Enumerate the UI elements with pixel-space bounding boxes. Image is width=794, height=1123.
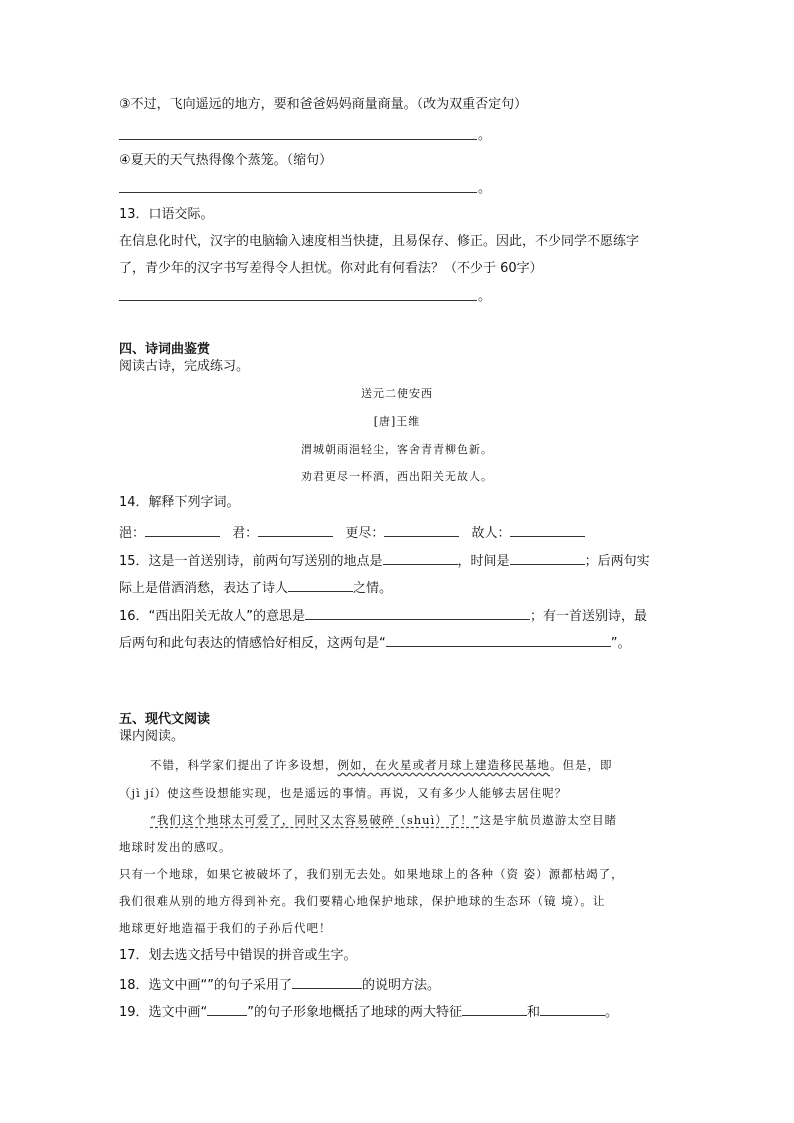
passage-line: （jì jí）使这些设想能实现，也是遥远的事情。再说，又有多少人能够去居住呢？	[119, 786, 568, 800]
end-mark: 。	[478, 128, 492, 143]
answer-line[interactable]	[119, 139, 477, 140]
poem-author: [唐]王维	[373, 415, 421, 428]
answer-line[interactable]	[119, 192, 477, 193]
end-mark: 。	[478, 289, 492, 304]
q14-word: 君：	[232, 526, 259, 541]
answer-blank[interactable]	[288, 577, 353, 592]
answer-blank[interactable]	[384, 522, 459, 537]
q15-line1	[119, 550, 650, 571]
q19-text: 19．选文中画“	[119, 1005, 208, 1020]
q14-word: 更尽：	[345, 526, 385, 541]
answer-line[interactable]	[119, 300, 477, 301]
q16-text: ；有一首送别诗，最	[530, 609, 648, 624]
q14-words	[119, 522, 585, 543]
q14-title: 14．解释下列字词。	[119, 495, 240, 510]
poem-line: 劝君更尽一杯酒，西出阳关无故人。	[301, 470, 493, 483]
passage-line: 地球更好地造福于我们的子孙后代吧！	[119, 921, 332, 935]
q16-line1	[119, 605, 647, 626]
answer-blank[interactable]	[383, 550, 458, 565]
q18-text: 的说明方法。	[362, 978, 441, 993]
q15-text: 之情。	[353, 581, 393, 596]
poem-line: 渭城朝雨浥轻尘，客舍青青柳色新。	[301, 443, 493, 456]
poem-title: 送元二使安西	[361, 387, 433, 400]
answer-blank[interactable]	[292, 974, 362, 989]
underline-sample	[207, 1005, 247, 1016]
passage-text: 不错，科学家们提出了许多设想，	[150, 758, 338, 772]
q12-item3: ③不过，飞向遥远的地方，要和爸爸妈妈商量商量。（改为双重否定句）	[119, 97, 528, 112]
answer-blank[interactable]	[258, 522, 333, 537]
q15-text: ；后两句实	[584, 554, 650, 569]
passage-text: 这是宇航员遨游太空目睹	[479, 813, 618, 827]
passage-wavy-sentence: 例如，在火星或者月球上建造移民基地	[337, 758, 550, 772]
passage-line: 我们很难从别的地方得到补充。我们要精心地保护地球，保护地球的生态环（镜 境）。让	[119, 894, 606, 908]
answer-blank[interactable]	[540, 1001, 605, 1016]
q19-text: ”的句子形象地概括了地球的两大特征	[247, 1005, 463, 1020]
q18-text: 18．选文中画“	[119, 978, 208, 993]
answer-blank[interactable]	[510, 522, 585, 537]
q16-line2	[119, 632, 631, 653]
end-mark: 。	[478, 181, 492, 196]
q16-text: ”。	[610, 636, 631, 651]
passage-text: 。但是，即	[550, 758, 613, 772]
q19	[119, 1001, 618, 1022]
q19-text: 。	[605, 1005, 619, 1020]
section-intro: 阅读古诗，完成练习。	[119, 359, 250, 374]
q18-text: ”的句子采用了	[207, 978, 293, 993]
q15-text: ，时间是	[457, 554, 510, 569]
q15-text: 15．这是一首送别诗，前两句写送别的地点是	[119, 554, 383, 569]
q14-word: 浥：	[119, 526, 146, 541]
answer-blank[interactable]	[305, 605, 530, 620]
answer-blank[interactable]	[145, 522, 220, 537]
q15-line2	[119, 577, 392, 598]
passage-line	[150, 756, 613, 774]
q17: 17．划去选文括号中错误的拼音或生字。	[119, 948, 357, 963]
q13-title: 13．口语交际。	[119, 207, 214, 222]
q16-text: 16．“西出阳关无故人”的意思是	[119, 609, 306, 624]
passage-line: 只有一个地球，如果它被破坏了，我们别无去处。如果地球上的各种（资 姿）源都枯竭了，	[119, 867, 624, 881]
passage-line	[150, 811, 617, 829]
section-heading: 五、现代文阅读	[119, 712, 211, 727]
q16-text: 后两句和此句表达的情感恰好相反，这两句是“	[119, 636, 386, 651]
answer-blank[interactable]	[462, 1001, 527, 1016]
q18	[119, 974, 440, 995]
q14-word: 故人：	[471, 526, 511, 541]
answer-blank[interactable]	[510, 550, 585, 565]
section-heading: 四、诗词曲鉴赏	[119, 342, 211, 357]
section-intro: 课内阅读。	[119, 729, 185, 744]
q15-text: 际上是借酒消愁，表达了诗人	[119, 581, 289, 596]
q19-text: 和	[527, 1005, 541, 1020]
answer-blank[interactable]	[386, 632, 611, 647]
q13-line2: 了，青少年的汉字书写差得令人担忧。你对此有何看法？（不少于 60字）	[119, 261, 543, 276]
passage-line: 地球时发出的感叹。	[119, 840, 232, 854]
q12-item4: ④夏天的天气热得像个蒸笼。（缩句）	[119, 153, 333, 168]
passage-underlined-sentence: “我们这个地球太可爱了，同时又太容易破碎（shuì）了！”	[150, 813, 480, 827]
q13-line1: 在信息化时代，汉字的电脑输入速度相当快捷，且易保存、修正。因此，不少同学不愿练字	[119, 234, 640, 249]
